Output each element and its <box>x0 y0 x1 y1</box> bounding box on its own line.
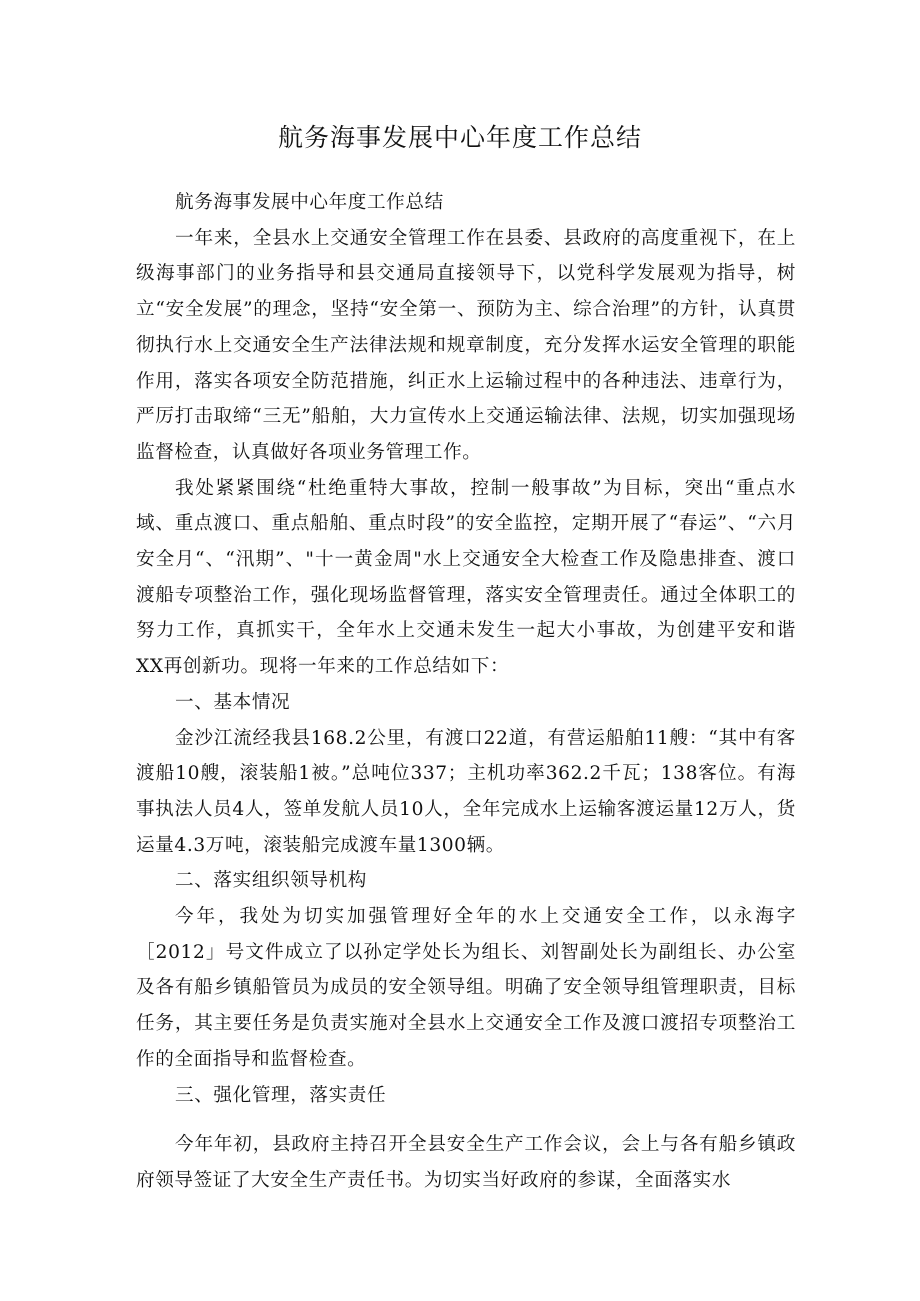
subtitle-paragraph: 航务海事发展中心年度工作总结 <box>175 192 444 213</box>
section-heading-basic: 一、基本情况 <box>175 691 291 713</box>
management-paragraph: 今年年初，县政府主持召开全县安全生产工作会议，会上与各有船乡镇政府领导签证了大安全生产责任书。为切实当好政府的参谋，全面落实水 <box>136 1134 796 1191</box>
section-heading-organization: 二、落实组织领导机构 <box>175 870 367 892</box>
document-body <box>136 185 796 1199</box>
paragraph-gap <box>136 1113 796 1127</box>
basic-info-paragraph: 金沙江流经我县168.2公里，有渡口22道，有营运船舶11艘：“其中有客渡船10艘，滚装船1被。”总吨位337；主机功率362.2千瓦；138客位。有海事执法人员4人，签单发航人员10人，全年完成水上运输客渡运量12万人，货运量4.3万吨，滚装船完成渡车量1300辆。 <box>136 727 796 856</box>
organization-paragraph: 今年，我处为切实加强管理好全年的水上交通安全工作，以永海字［2012」号文件成立了以孙定学处长为组长、刘智副处长为副组长、办公室及各有船乡镇船管员为成员的安全领导组。明确了安全领导组管理职责，目标任务，其主要任务是负责实施对全县水上交通安全工作及渡口渡招专项整治工作的全面指导和监督检查。 <box>136 906 796 1070</box>
document-title: 航务海事发展中心年度工作总结 <box>277 123 642 152</box>
intro-paragraph: 一年来，全县水上交通安全管理工作在县委、县政府的高度重视下，在上级海事部门的业务指导和县交通局直接领导下，以党科学发展观为指导，树立“安全发展”的理念，坚持“安全第一、预防为主、综合治理”的方针，认真贯彻执行水上交通安全生产法律法规和规章制度，充分发挥水运安全管理的职能作用，落实各项安全防范措施，纠正水上运输过程中的各种违法、违章行为，严厉打击取缔“三无”船舶，大力宣传水上交通运输法律、法规，切实加强现场监督检查，认真做好各项业务管理工作。 <box>136 227 796 463</box>
goal-paragraph: 我处紧紧围绕“杜绝重特大事故，控制一般事故”为目标，突出“重点水域、重点渡口、重点船舶、重点时段”的安全监控，定期开展了“春运”、“六月安全月“、“汛期”、"十一黄金周"水上交通安全大检查工作及隐患排查、渡口渡船专项整治工作，强化现场监督管理，落实安全管理责任。通过全体职工的努力工作，真抓实干，全年水上交通未发生一起大小事故，为创建平安和谐XX再创新功。现将一年来的工作总结如下： <box>136 477 796 678</box>
section-heading-management: 三、强化管理，落实责任 <box>175 1084 387 1106</box>
